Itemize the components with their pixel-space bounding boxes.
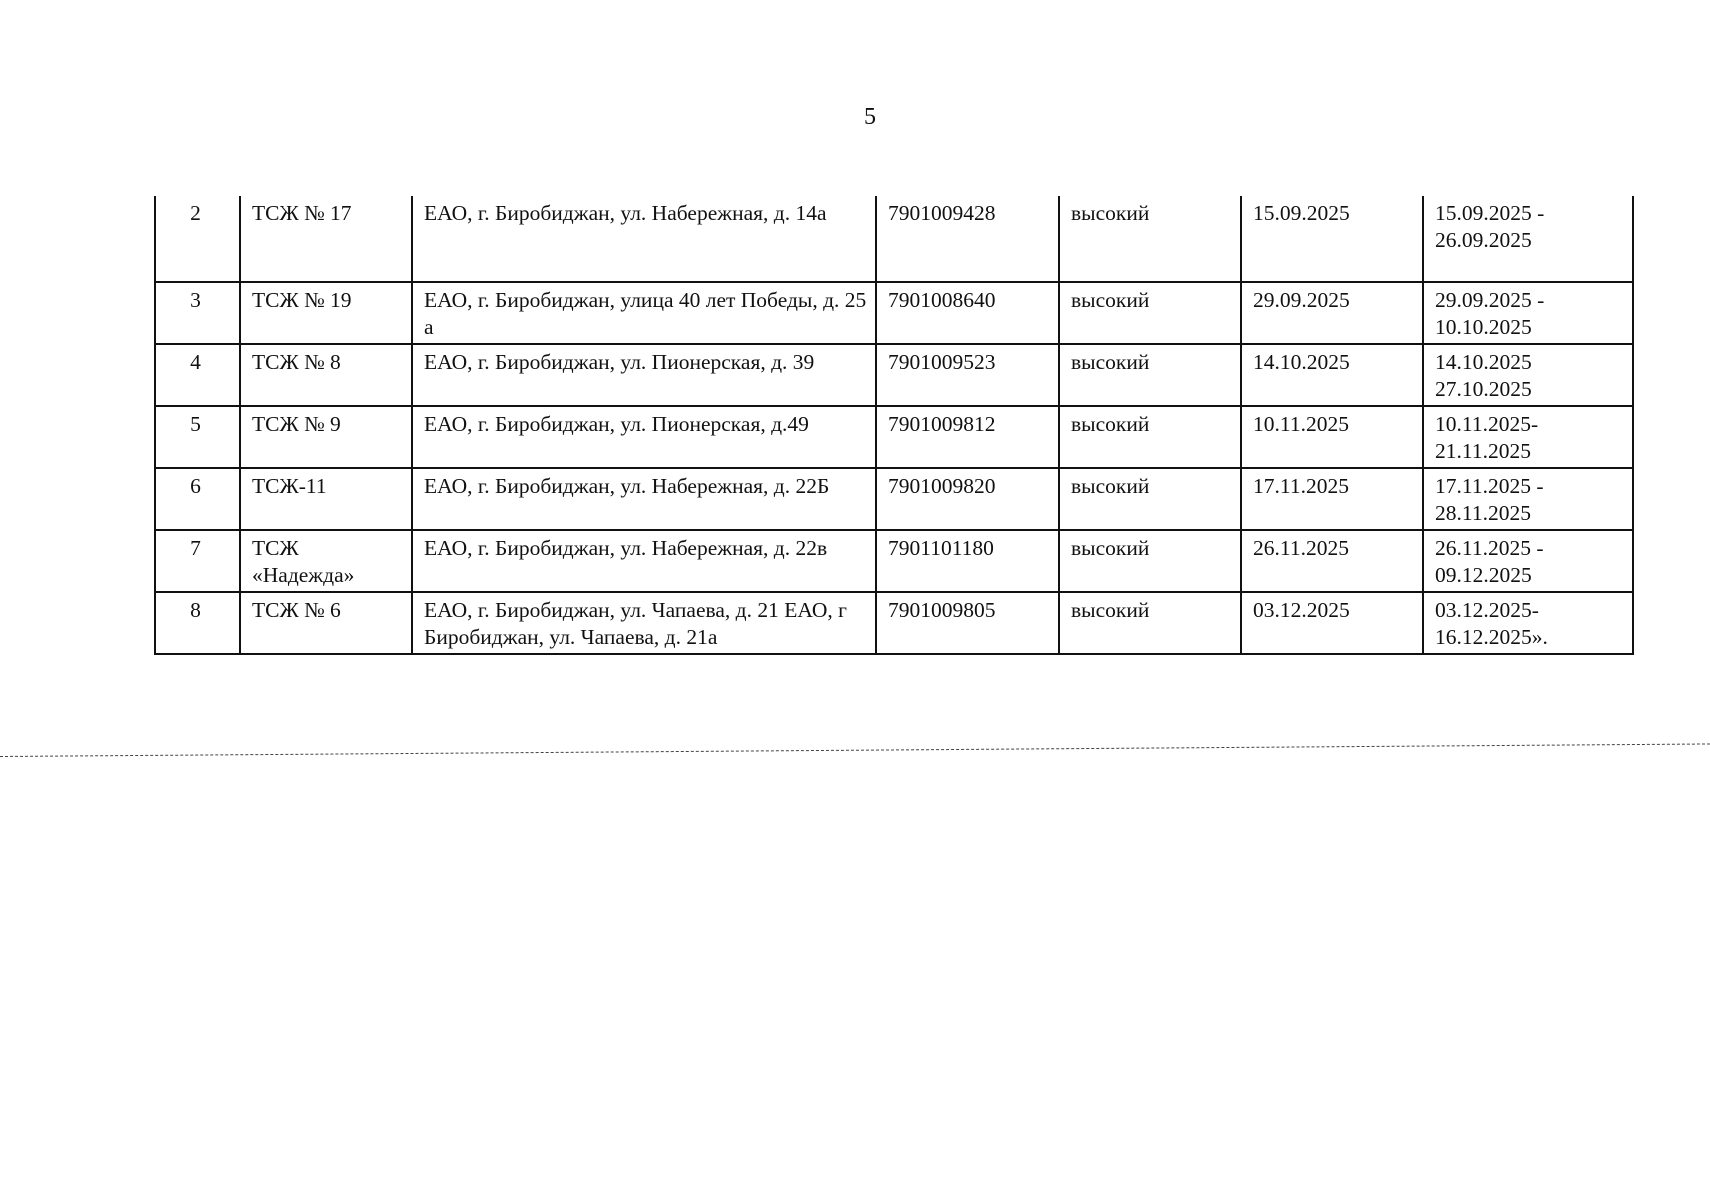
inspection-period-cell: 15.09.2025 - 26.09.2025 (1423, 196, 1633, 282)
organization-name-cell: ТСЖ-11 (240, 468, 412, 530)
row-number-cell: 8 (155, 592, 240, 654)
risk-category-cell: высокий (1059, 344, 1241, 406)
risk-category-cell: высокий (1059, 530, 1241, 592)
inn-cell: 7901009812 (876, 406, 1059, 468)
row-number-cell: 2 (155, 196, 240, 282)
start-date-cell: 14.10.2025 (1241, 344, 1423, 406)
row-number-cell: 4 (155, 344, 240, 406)
table-row (155, 344, 1633, 406)
risk-category-cell: высокий (1059, 196, 1241, 282)
inspection-period-cell: 10.11.2025- 21.11.2025 (1423, 406, 1633, 468)
risk-category-cell: высокий (1059, 592, 1241, 654)
start-date-cell: 17.11.2025 (1241, 468, 1423, 530)
table-row (155, 406, 1633, 468)
organization-name-cell: ТСЖ № 9 (240, 406, 412, 468)
address-cell: ЕАО, г. Биробиджан, ул. Пионерская, д.49 (412, 406, 876, 468)
risk-category-cell: высокий (1059, 282, 1241, 344)
inn-cell: 7901009820 (876, 468, 1059, 530)
inspection-period-cell: 26.11.2025 - 09.12.2025 (1423, 530, 1633, 592)
address-cell: ЕАО, г. Биробиджан, ул. Набережная, д. 14а (412, 196, 876, 282)
inn-cell: 7901008640 (876, 282, 1059, 344)
inn-cell: 7901009523 (876, 344, 1059, 406)
inn-cell: 7901009428 (876, 196, 1059, 282)
table-row (155, 196, 1633, 282)
start-date-cell: 26.11.2025 (1241, 530, 1423, 592)
table-row (155, 592, 1633, 654)
start-date-cell: 10.11.2025 (1241, 406, 1423, 468)
address-cell: ЕАО, г. Биробиджан, ул. Набережная, д. 22в (412, 530, 876, 592)
organization-name-cell: ТСЖ № 17 (240, 196, 412, 282)
inn-cell: 7901009805 (876, 592, 1059, 654)
organization-name-cell: ТСЖ № 6 (240, 592, 412, 654)
address-cell: ЕАО, г. Биробиджан, улица 40 лет Победы, д. 25 а (412, 282, 876, 344)
organization-name-cell: ТСЖ № 19 (240, 282, 412, 344)
address-cell: ЕАО, г. Биробиджан, ул. Набережная, д. 22Б (412, 468, 876, 530)
organization-name-cell: ТСЖ «Надежда» (240, 530, 412, 592)
start-date-cell: 15.09.2025 (1241, 196, 1423, 282)
risk-category-cell: высокий (1059, 468, 1241, 530)
address-cell: ЕАО, г. Биробиджан, ул. Пионерская, д. 39 (412, 344, 876, 406)
table-row (155, 530, 1633, 592)
row-number-cell: 7 (155, 530, 240, 592)
page-number: 5 (864, 104, 876, 130)
inspection-schedule-table (154, 196, 1634, 655)
inspection-period-cell: 17.11.2025 - 28.11.2025 (1423, 468, 1633, 530)
table-row (155, 282, 1633, 344)
start-date-cell: 29.09.2025 (1241, 282, 1423, 344)
risk-category-cell: высокий (1059, 406, 1241, 468)
row-number-cell: 5 (155, 406, 240, 468)
inspection-period-cell: 14.10.2025 27.10.2025 (1423, 344, 1633, 406)
organization-name-cell: ТСЖ № 8 (240, 344, 412, 406)
row-number-cell: 6 (155, 468, 240, 530)
row-number-cell: 3 (155, 282, 240, 344)
inspection-period-cell: 03.12.2025- 16.12.2025». (1423, 592, 1633, 654)
address-cell: ЕАО, г. Биробиджан, ул. Чапаева, д. 21 ЕАО, г Биробиджан, ул. Чапаева, д. 21а (412, 592, 876, 654)
dashed-cut-line (0, 743, 1710, 757)
inn-cell: 7901101180 (876, 530, 1059, 592)
inspection-period-cell: 29.09.2025 - 10.10.2025 (1423, 282, 1633, 344)
table-row (155, 468, 1633, 530)
start-date-cell: 03.12.2025 (1241, 592, 1423, 654)
